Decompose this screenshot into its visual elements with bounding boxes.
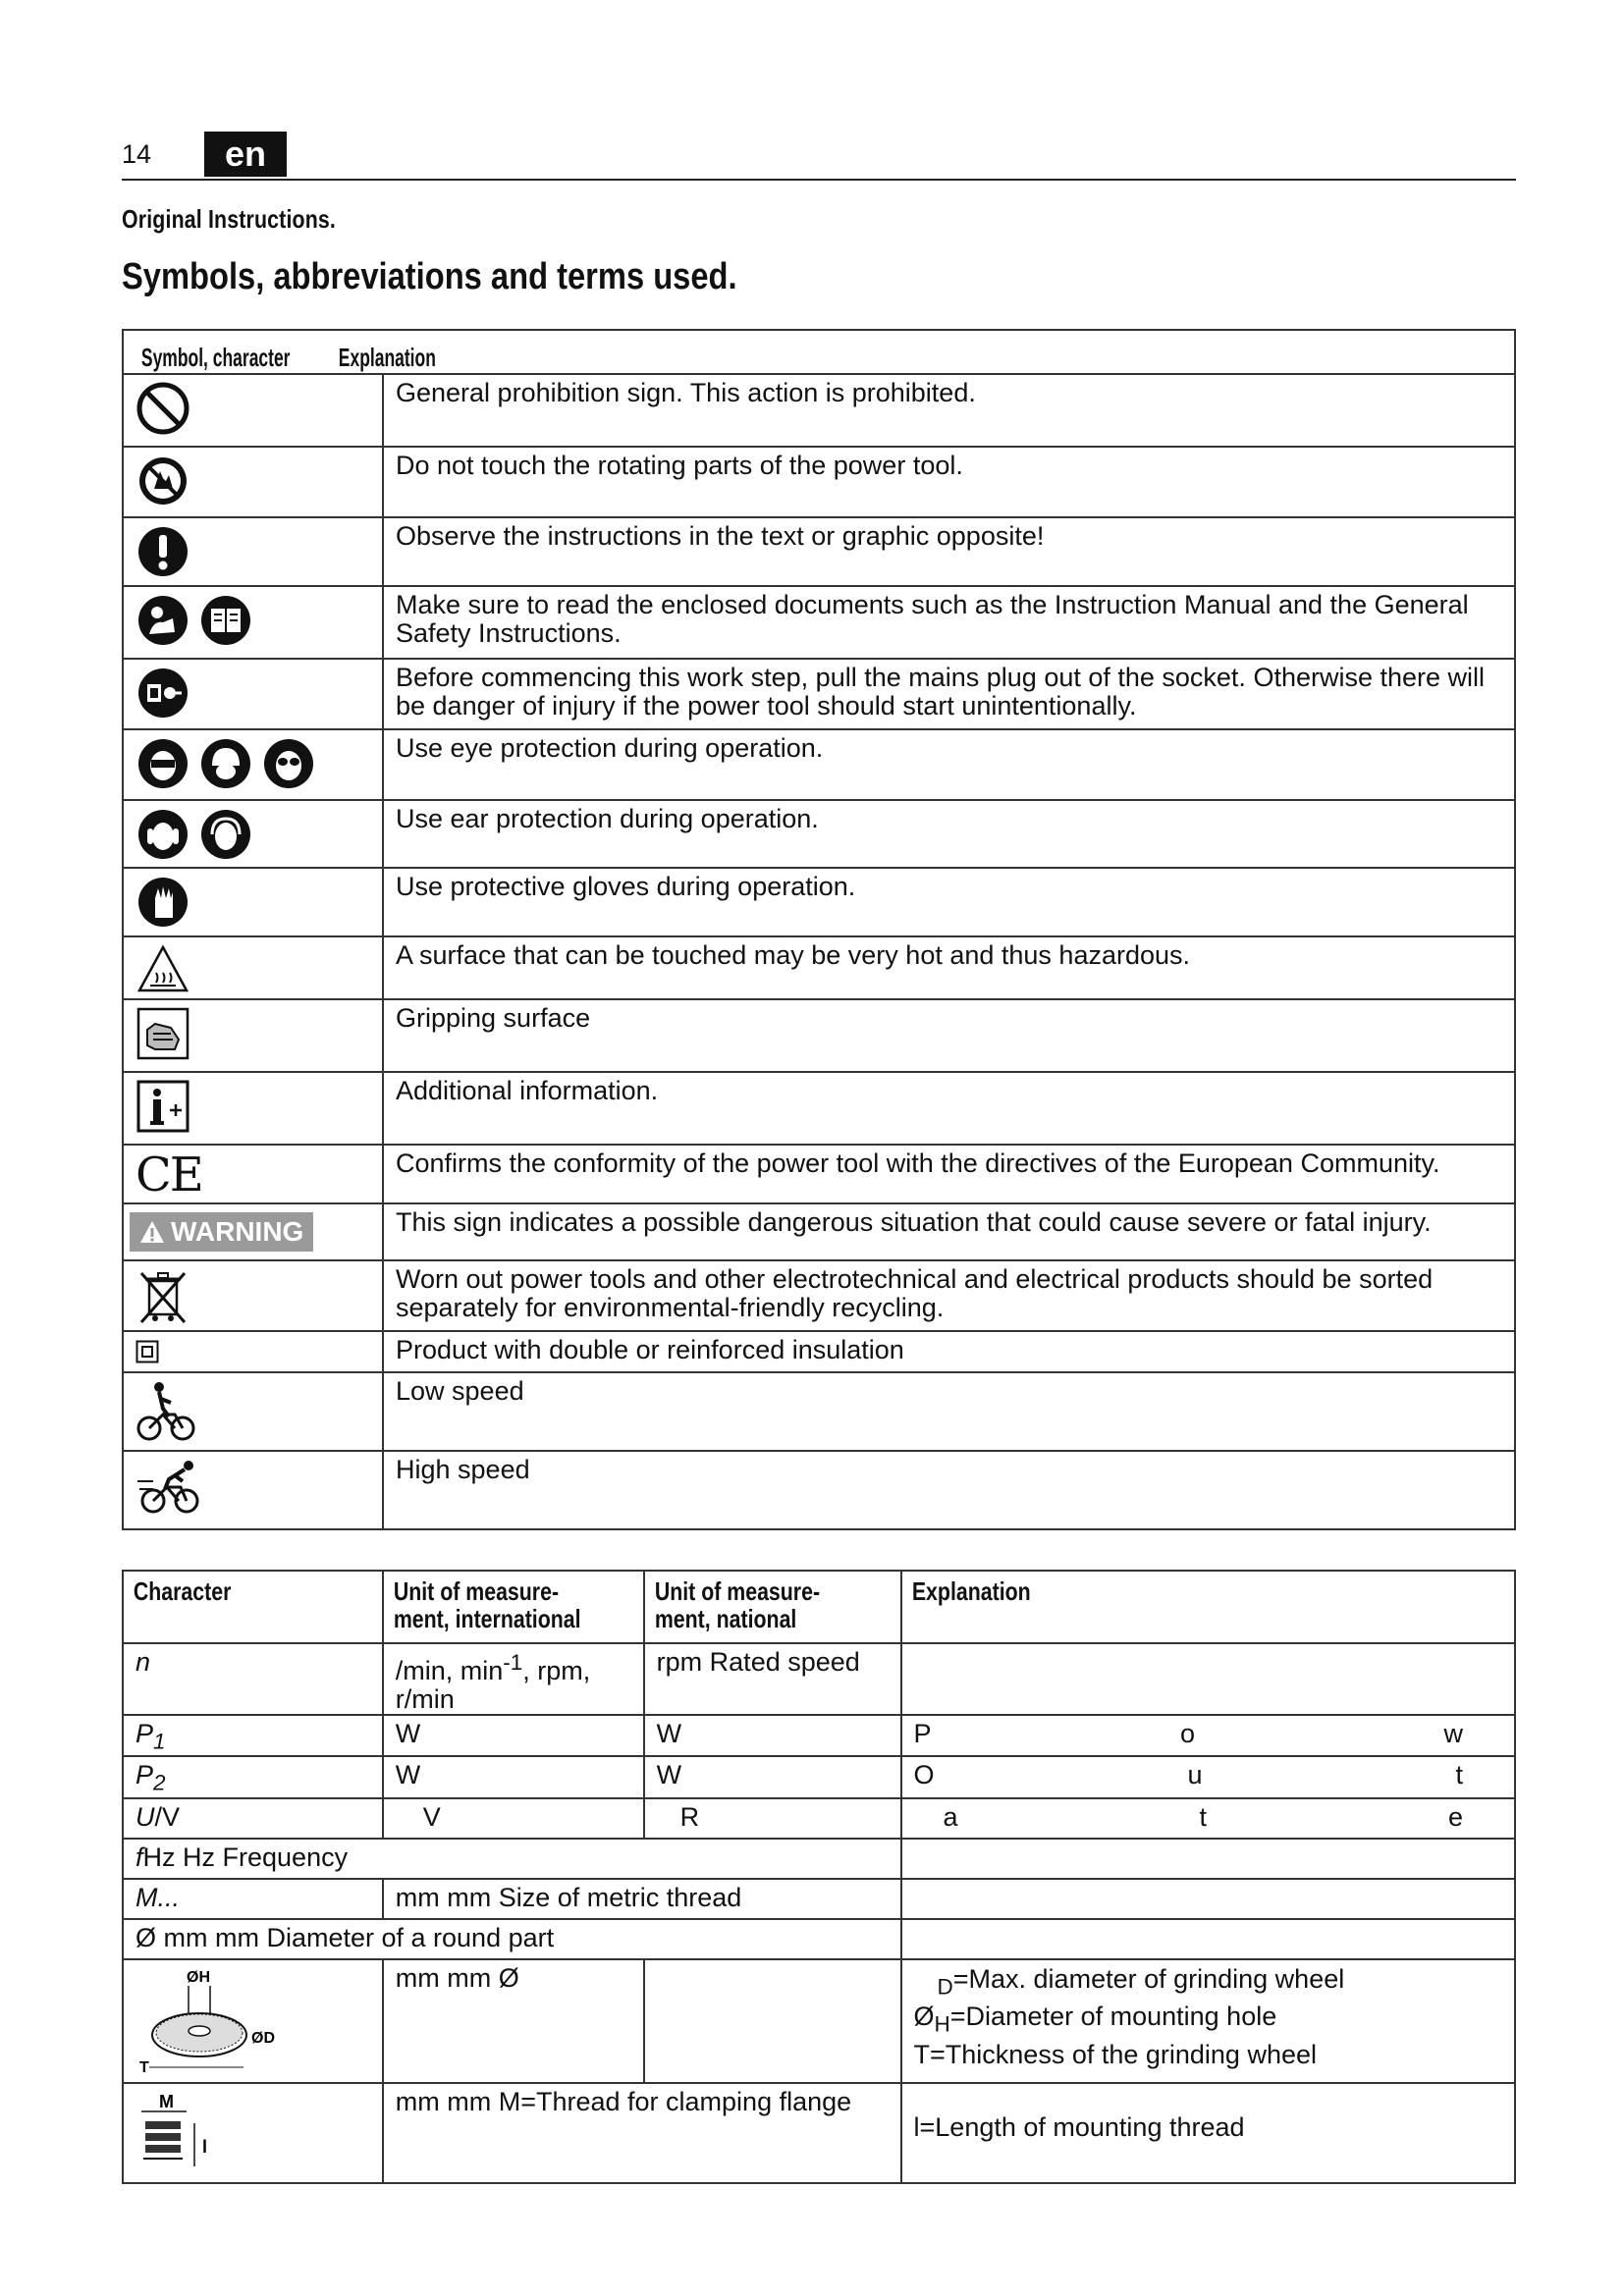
double-insulation-icon [135,1340,159,1363]
col-nat-line2: ment, national [654,1604,797,1633]
high-speed-bicycle-icon [135,1458,206,1517]
no-touch-rotating-parts-icon [135,454,190,508]
language-badge: en [204,132,287,177]
unit-character: U/V [123,1798,383,1839]
header-rule [122,179,1516,181]
table-row [123,1203,1515,1260]
col-nat-line1: Unit of measure- [654,1576,820,1606]
symbol-explanation: Additional information. [383,1072,1515,1145]
unit-national: W [644,1715,901,1756]
table-row [123,586,1515,659]
crossed-bin-icon [135,1267,190,1326]
read-manual-person-icon [135,593,190,648]
col-unit-national-header [644,1571,901,1643]
symbol-explanation: Low speed [383,1372,1515,1451]
unit-row-diameter: Ø mm mm Diameter of a round part [123,1919,901,1959]
symbols-header-cell [123,330,1515,374]
table-row [123,374,1515,447]
symbol-explanation: Observe the instructions in the text or graphic opposite! [383,517,1515,586]
unit-explanation: $_D$=Max. diameter of grinding wheel $Ø_H=Diameter$ of mounting hole T=Thickness of the grinding wheel [901,1959,1515,2083]
fig-label-length: l [202,2136,208,2157]
table-row [123,868,1515,936]
section-title: Symbols, abbreviations and terms used. [122,256,737,297]
unit-international: W [383,1756,644,1797]
eye-protection-icon [261,736,316,791]
unit-character [123,1959,383,2083]
units-table [122,1570,1516,2184]
ce-mark: CE [135,1148,202,1202]
col-character-header: Character [123,1571,383,1643]
table-row [123,1331,1515,1372]
document-subtitle: Original Instructions. [122,204,337,234]
grinding-wheel-diagram [135,1964,302,2076]
symbol-explanation: Do not touch the rotating parts of the power tool. [383,447,1515,517]
table-row [123,1145,1515,1203]
hot-surface-icon [135,943,190,994]
gripping-surface-icon [135,1006,190,1061]
unit-row-frequency: fHz Hz Frequency [123,1839,901,1879]
unit-character: $P_2$ [123,1756,383,1797]
fig-label-thread: M [159,2091,174,2111]
page-number: 14 [122,139,152,169]
unit-international: mm mm Ø [383,1959,644,2083]
head-protection-icon [198,736,253,791]
unit-national: W [644,1756,901,1797]
unit-row-metric-thread: mm mm Size of metric thread [383,1879,901,1919]
unit-explanation: a t e [901,1798,1515,1839]
table-row [123,936,1515,999]
col-symbol-header: Symbol, character [140,343,291,372]
fig-label-diameter: ØD [251,2029,275,2047]
warning-badge [130,1212,313,1252]
symbols-table [122,329,1516,1530]
col-explanation-header: Explanation [901,1571,1515,1643]
table-row [123,1756,1515,1797]
table-row [123,2083,1515,2183]
symbol-explanation: Worn out power tools and other electrotechnical and electrical products should be sorted separately for environmental-friendly recycling. [383,1260,1515,1331]
table-row [123,1072,1515,1145]
table-row [123,1643,1515,1715]
ear-protection-icon [135,807,190,862]
units-table-header [123,1571,1515,1643]
unit-national: rpm Rated speed [644,1643,901,1715]
protective-gloves-icon [135,875,190,930]
symbol-explanation: A surface that can be touched may be very hot and thus hazardous. [383,936,1515,999]
table-row [123,1798,1515,1839]
symbol-explanation: Use eye protection during operation. [383,729,1515,800]
unit-explanation [901,1919,1515,1959]
table-row [123,447,1515,517]
table-row [123,1839,1515,1879]
symbol-explanation: Use protective gloves during operation. [383,868,1515,936]
symbol-explanation: Gripping surface [383,999,1515,1072]
unit-character: $P_1$ [123,1715,383,1756]
unit-explanation [901,1879,1515,1919]
unit-explanation: P o w [901,1715,1515,1756]
thread-flange-diagram [135,2088,224,2176]
symbol-explanation: Before commencing this work step, pull the mains plug out of the socket. Otherwise there will be danger of injury if the power tool should start unintentionally. [383,659,1515,729]
symbols-table-header [123,330,1515,374]
table-row [123,1451,1515,1529]
prohibition-icon [135,381,190,436]
unit-row-clamping-flange: mm mm M=Thread for clamping flange [383,2083,901,2183]
unit-international: V [383,1798,644,1839]
col-intl-line1: Unit of measure- [393,1576,559,1606]
fig-label-thickness: T [139,2058,149,2076]
warning-label: WARNING [171,1216,304,1247]
symbol-explanation: High speed [383,1451,1515,1529]
warning-triangle-icon [139,1220,165,1244]
book-icon [198,593,253,648]
ear-muffs-icon [198,807,253,862]
unit-national [644,1959,901,2083]
symbol-explanation: Product with double or reinforced insulation [383,1331,1515,1372]
unit-explanation [901,1839,1515,1879]
unit-international: W [383,1715,644,1756]
table-row [123,1879,1515,1919]
table-row [123,1959,1515,2083]
unit-explanation [901,1643,1515,1715]
col-explanation-header: Explanation [338,343,436,372]
info-icon [135,1079,190,1134]
symbol-explanation: Use ear protection during operation. [383,800,1515,868]
table-row [123,729,1515,800]
table-row [123,1372,1515,1451]
symbol-explanation: Confirms the conformity of the power tool with the directives of the European Community. [383,1145,1515,1203]
exclamation-icon [135,524,190,579]
table-row [123,1715,1515,1756]
unit-character: n [123,1643,383,1715]
col-unit-international-header [383,1571,644,1643]
unit-explanation: O u t [901,1756,1515,1797]
table-row [123,1260,1515,1331]
unit-character [123,2083,383,2183]
low-speed-bicycle-icon [135,1379,198,1444]
col-intl-line2: ment, international [393,1604,581,1633]
table-row [123,1919,1515,1959]
table-row [123,999,1515,1072]
unit-explanation: l=Length of mounting thread [901,2083,1515,2183]
unit-national: R [644,1798,901,1839]
symbol-explanation: Make sure to read the enclosed documents such as the Instruction Manual and the General Safety Instructions. [383,586,1515,659]
unit-character: M... [123,1879,383,1919]
unplug-icon [135,666,190,721]
table-row [123,659,1515,729]
fig-label-hole: ØH [187,1968,210,1986]
symbol-explanation: General prohibition sign. This action is prohibited. [383,374,1515,447]
unit-international: /min, $\min^{-1}$, rpm, r/min [383,1643,644,1715]
face-shield-icon [135,736,190,791]
symbol-explanation: This sign indicates a possible dangerous situation that could cause severe or fatal injury. [383,1203,1515,1260]
table-row [123,800,1515,868]
table-row [123,517,1515,586]
